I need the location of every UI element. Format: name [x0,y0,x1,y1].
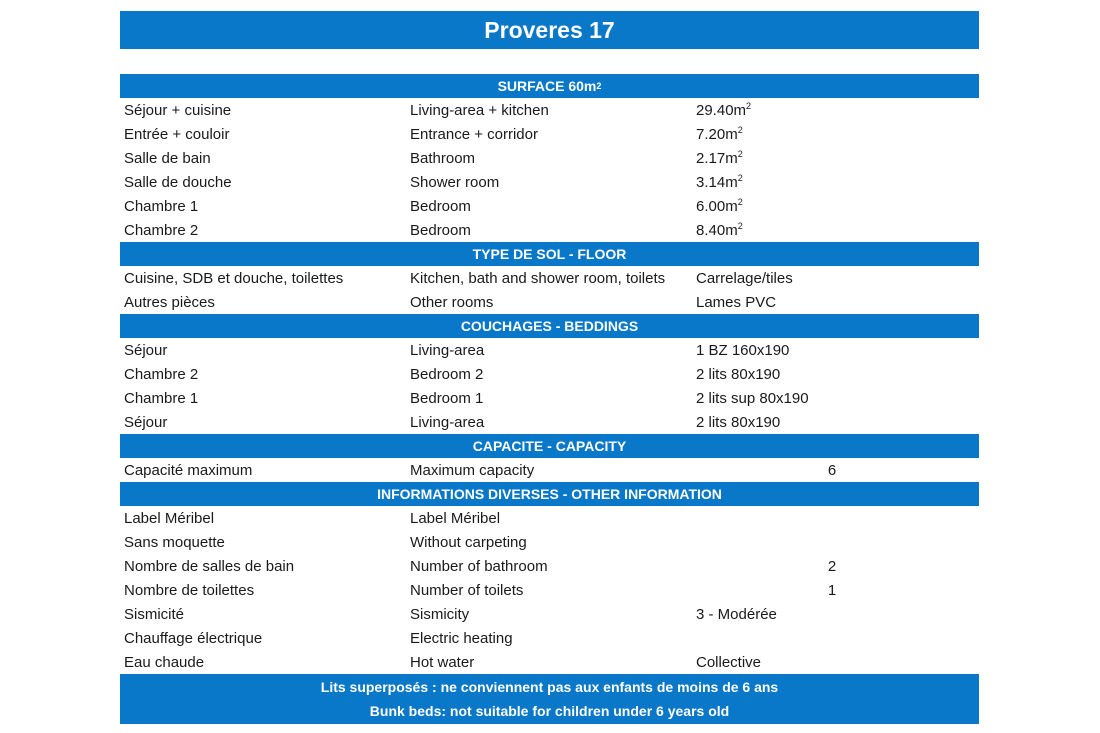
french-label: Eau chaude [124,653,205,671]
section-header-beddings [120,314,979,338]
french-label: Séjour [124,341,168,359]
table-row [120,650,979,674]
section-header-info [120,482,979,506]
french-label: Sans moquette [124,533,225,551]
floor-value: Lames PVC [696,293,777,311]
english-label: Bedroom [410,197,471,215]
table-row [120,338,979,362]
area-value: $3.14m^2$ [696,173,743,191]
section-title: SURFACE 60m [497,78,597,94]
spacer [120,49,979,74]
french-label: Chambre 2 [124,221,199,239]
english-label: Other rooms [410,293,494,311]
table-row [120,386,979,410]
numeric-value-cell [822,558,979,575]
english-label: Bedroom 2 [410,365,484,383]
property-sheet [120,11,979,724]
french-label: Nombre de toilettes [124,581,255,599]
area-value: $7.20m^2$ [696,125,743,143]
numeric-value: 6 [827,461,837,479]
french-label: Cuisine, SDB et douche, toilettes [124,269,344,287]
french-label: Chambre 2 [124,365,199,383]
numeric-value: 2 [827,557,837,575]
english-label: Sismicity [410,605,470,623]
english-label: Kitchen, bath and shower room, toilets [410,269,666,287]
table-row [120,578,979,602]
french-label: Label Méribel [124,509,215,527]
table-row [120,218,979,242]
english-label: Electric heating [410,629,513,647]
english-label: Number of bathroom [410,557,548,575]
floor-value: Carrelage/tiles [696,269,793,287]
french-label: Autres pièces [124,293,215,311]
english-label: Bedroom 1 [410,389,484,407]
table-row [120,458,979,482]
table-row [120,530,979,554]
french-label: Chauffage électrique [124,629,263,647]
numeric-value: 1 [827,581,837,599]
table-row [120,410,979,434]
english-label: Hot water [410,653,475,671]
text-value: 3 - Modérée [696,605,777,623]
area-value: $2.17m^2$ [696,149,743,167]
unit-superscript: 2 [596,81,602,91]
french-label: Séjour [124,413,168,431]
section-title: TYPE DE SOL - FLOOR [472,246,627,262]
area-value: $6.00m^2$ [696,197,743,215]
table-row [120,98,979,122]
table-row [120,362,979,386]
warning-text-en: Bunk beds: not suitable for children under 6 years old [369,703,730,719]
english-label: Shower room [410,173,500,191]
table-row [120,170,979,194]
english-label: Entrance + corridor [410,125,538,143]
table-row [120,146,979,170]
section-title: INFORMATIONS DIVERSES - OTHER INFORMATION [377,486,722,502]
title-bar [120,11,979,49]
section-title: CAPACITE - CAPACITY [472,438,627,454]
french-label: Entrée + couloir [124,125,230,143]
text-value: Collective [696,653,762,671]
french-label: Capacité maximum [124,461,253,479]
english-label: Number of toilets [410,581,524,599]
section-header-surface [120,74,979,98]
bedding-value: 2 lits 80x190 [696,413,781,431]
english-label: Living-area [410,341,485,359]
french-label: Chambre 1 [124,197,199,215]
english-label: Bathroom [410,149,476,167]
section-header-capacity [120,434,979,458]
area-value: $8.40m^2$ [696,221,743,239]
english-label: Bedroom [410,221,471,239]
table-row [120,554,979,578]
table-row [120,290,979,314]
french-label: Salle de douche [124,173,232,191]
area-value: $29.40m^2$ [696,101,752,119]
french-label: Nombre de salles de bain [124,557,295,575]
bedding-value: 2 lits 80x190 [696,365,781,383]
french-label: Séjour + cuisine [124,101,232,119]
numeric-value-cell [822,582,979,599]
page-title: Proveres 17 [484,16,615,43]
warning-text-fr: Lits superposés : ne conviennent pas aux enfants de moins de 6 ans [320,679,779,695]
bedding-value: 1 BZ 160x190 [696,341,790,359]
english-label: Label Méribel [410,509,501,527]
section-header-floor [120,242,979,266]
numeric-value-cell [822,462,979,479]
table-row [120,266,979,290]
english-label: Living-area [410,413,485,431]
table-row [120,602,979,626]
english-label: Maximum capacity [410,461,535,479]
english-label: Without carpeting [410,533,527,551]
bedding-value: 2 lits sup 80x190 [696,389,809,407]
table-row [120,194,979,218]
table-row [120,122,979,146]
french-label: Sismicité [124,605,185,623]
table-row [120,506,979,530]
english-label: Living-area + kitchen [410,101,549,119]
french-label: Chambre 1 [124,389,199,407]
warning-footer [120,674,979,724]
table-row [120,626,979,650]
french-label: Salle de bain [124,149,211,167]
section-title: COUCHAGES - BEDDINGS [460,318,639,334]
